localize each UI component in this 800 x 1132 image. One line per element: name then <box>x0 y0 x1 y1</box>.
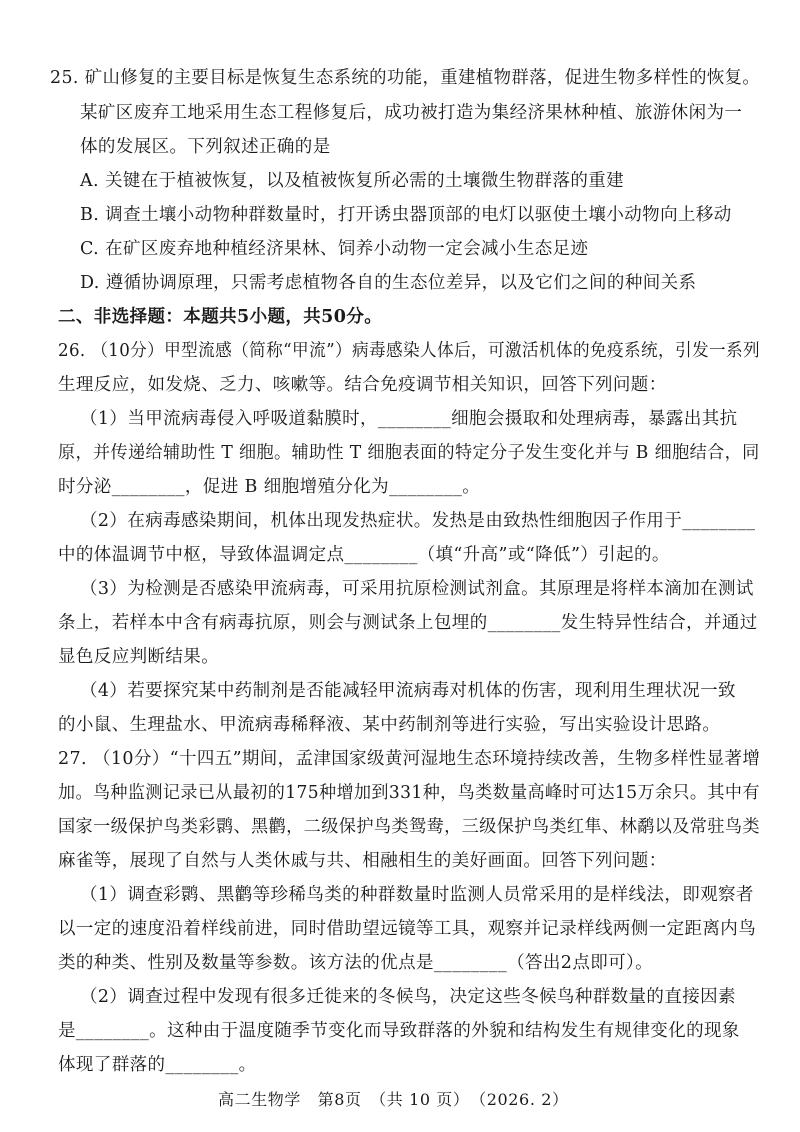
q26-part2-line-1: （2）在病毒感染期间，机体出现发热症状。发热是由致热性细胞因子作用于________ <box>80 511 756 531</box>
q25-option-d: D. 遵循协调原理，只需考虑植物各自的生态位差异，以及它们之间的种间关系 <box>80 273 697 293</box>
q25-stem-line-2: 某矿区废弃工地采用生态工程修复后，成功被打造为集经济果林种植、旅游休闲为一 <box>80 103 743 123</box>
q26-part3-line-1: （3）为检测是否感染甲流病毒，可采用抗原检测试剂盒。其原理是将样本滴加在测试 <box>80 579 754 599</box>
q27-part2-line-3: 体现了群落的________。 <box>58 1055 257 1075</box>
q26-part3-line-2: 条上，若样本中含有病毒抗原，则会与测试条上包埋的________发生特异性结合，并通过 <box>58 613 758 633</box>
q26-stem-line-1: 26. （10分）甲型流感（简称“甲流”）病毒感染人体后，可激活机体的免疫系统，引发一系列 <box>58 341 761 361</box>
q26-part1-line-2: 原，并传递给辅助性 T 细胞。辅助性 T 细胞表面的特定分子发生变化并与 B 细胞结合，同 <box>58 443 760 463</box>
q27-part1-line-3: 类的种类、性别及数量等参数。该方法的优点是________（答出2点即可）。 <box>58 953 654 973</box>
q26-part3-line-3: 显色反应判断结果。 <box>58 647 220 667</box>
q27-part1-line-1: （1）调查彩鹮、黑鹳等珍稀鸟类的种群数量时监测人员常采用的是样线法，即观察者 <box>80 885 754 905</box>
q25-option-b: B. 调查土壤小动物种群数量时，打开诱虫器顶部的电灯以驱使土壤小动物向上移动 <box>80 205 732 225</box>
q25-stem-line-3: 体的发展区。下列叙述正确的是 <box>80 137 331 157</box>
section-heading: 二、非选择题：本题共5小题，共50分。 <box>58 307 383 327</box>
page-footer: 高二生物学 第8页 （共 10 页） （2026. 2） <box>218 1090 569 1109</box>
q26-part2-line-2: 中的体温调节中枢，导致体温调定点________（填“升高”或“降低”）引起的。 <box>58 545 670 565</box>
q27-stem-line-2: 加。鸟种监测记录已从最初的175种增加到331种，鸟类数量高峰时可达15万余只。其中有 <box>58 783 760 803</box>
q27-part2-line-1: （2）调查过程中发现有很多迁徙来的冬候鸟，决定这些冬候鸟种群数量的直接因素 <box>80 987 736 1007</box>
q26-part4-line-2: 的小鼠、生理盐水、甲流病毒稀释液、某中药制剂等进行实验，写出实验设计思路。 <box>58 715 721 735</box>
q26-part1-line-3: 时分泌________，促进 B 细胞增殖分化为________。 <box>58 477 481 497</box>
q25-option-a: A. 关键在于植被恢复，以及植被恢复所必需的土壤微生物群落的重建 <box>80 171 625 191</box>
q27-part2-line-2: 是________。这种由于温度随季节变化而导致群落的外貌和结构发生有规律变化的现象 <box>58 1021 740 1041</box>
q25-option-c: C. 在矿区废弃地种植经济果林、饲养小动物一定会减小生态足迹 <box>80 239 589 259</box>
q27-stem-line-1: 27. （10分）“十四五”期间，孟津国家级黄河湿地生态环境持续改善，生物多样性显著增 <box>58 749 761 769</box>
q25-stem-line-1: 25. 矿山修复的主要目标是恢复生态系统的功能，重建植物群落，促进生物多样性的恢复。 <box>50 68 761 88</box>
q27-stem-line-4: 麻雀等，展现了自然与人类休戚与共、相融相生的美好画面。回答下列问题： <box>58 851 667 871</box>
q26-part4-line-1: （4）若要探究某中药制剂是否能减轻甲流病毒对机体的伤害，现利用生理状况一致 <box>80 681 736 701</box>
q27-stem-line-3: 国家一级保护鸟类彩鹮、黑鹳，二级保护鸟类鸳鸯，三级保护鸟类红隼、林鹬以及常驻鸟类 <box>58 817 760 837</box>
q27-part1-line-2: 以一定的速度沿着样线前进，同时借助望远镜等工具，观察并记录样线两侧一定距离内鸟 <box>58 919 757 939</box>
q26-stem-line-2: 生理反应，如发烧、乏力、咳嗽等。结合免疫调节相关知识，回答下列问题： <box>58 375 667 395</box>
q26-part1-line-1: （1）当甲流病毒侵入呼吸道黏膜时，________细胞会摄取和处理病毒，暴露出其抗 <box>80 409 738 429</box>
